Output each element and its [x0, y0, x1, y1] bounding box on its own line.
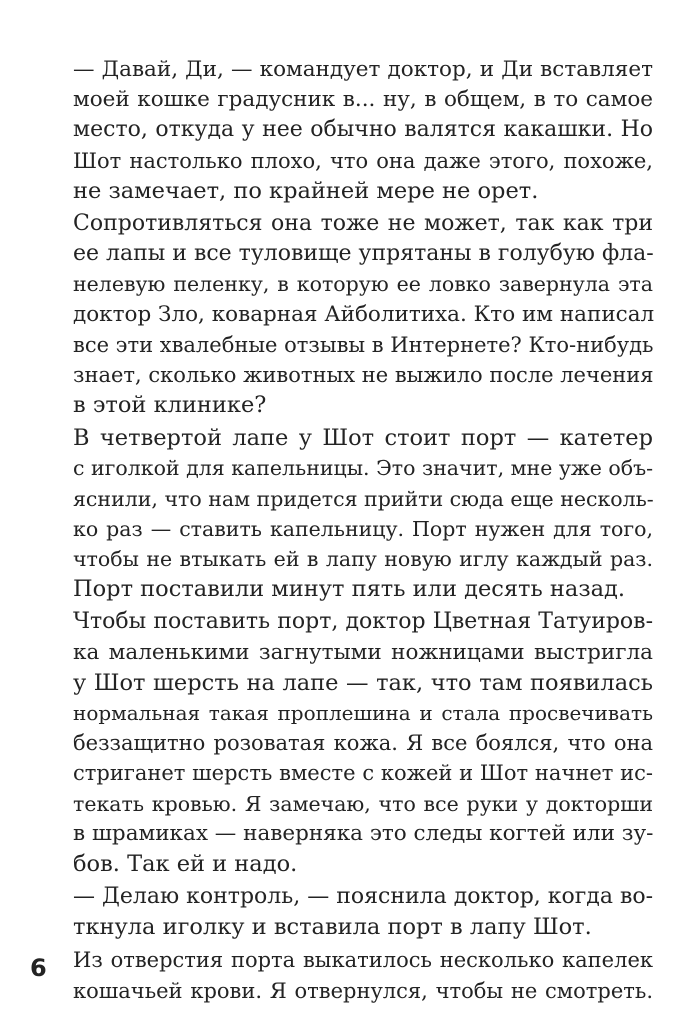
- text-line: ткнула иголку и вставила порт в лапу Шот.: [73, 914, 592, 941]
- text-line: яснили, что нам придется прийти сюда еще несколь-: [73, 486, 654, 511]
- text-line: место, откуда у нее обычно валятся какашки. Но: [73, 117, 653, 143]
- text-line: В четвертой лапе у Шот стоит порт — катетер: [73, 425, 653, 452]
- text-line: кошачьей крови. Я отвернулся, чтобы не смотреть.: [73, 978, 653, 1003]
- text-line: нелевую пеленку, в которую ее ловко завернула эта: [73, 272, 653, 297]
- text-line: ко раз — ставить капельницу. Порт нужен для того,: [73, 516, 653, 541]
- paragraph-1: [45, 55, 653, 206]
- text-line: Из отверстия порта выкатилось несколько капелек: [73, 948, 653, 973]
- text-line: Сопротивляться она тоже не может, так как три: [73, 210, 653, 236]
- text-line: стриганет шерсть вместе с кожей и Шот начнет ис-: [73, 761, 653, 786]
- text-line: текать кровью. Я замечаю, что все руки у докторши: [73, 791, 653, 816]
- text-line: с иголкой для капельницы. Это значит, мне уже объ-: [73, 456, 654, 481]
- paragraph-2: [45, 209, 653, 420]
- page-number: 6: [30, 954, 47, 982]
- text-line: ее лапы и все туловище упрятаны в голубую фла-: [73, 241, 654, 267]
- paragraph-5: [45, 882, 653, 942]
- text-line: в этой клинике?: [73, 392, 267, 419]
- text-line: знает, сколько животных не выжило после лечения: [73, 362, 654, 387]
- text-line: ка маленькими загнутыми ножницами выстригла: [73, 639, 653, 665]
- text-line: Порт поставили минут пять или десять назад.: [73, 576, 626, 603]
- text-line: моей кошке градусник в... ну, в общем, в то самое: [73, 87, 653, 113]
- paragraph-6: [45, 945, 653, 1005]
- paragraph-3: [45, 423, 653, 604]
- text-line: — Делаю контроль, — пояснила доктор, когда во-: [73, 884, 654, 910]
- text-line: нормальная такая проплешина и стала просвечивать: [73, 700, 653, 725]
- text-line: Шот настолько плохо, что она даже этого, похоже,: [73, 148, 653, 173]
- text-line: — Давай, Ди, — командует доктор, и Ди вставляет: [73, 57, 653, 82]
- text-line: Чтобы поставить порт, доктор Цветная Татуиров-: [73, 609, 653, 635]
- text-line: доктор Зло, коварная Айболитиха. Кто им написал: [73, 301, 655, 327]
- body-text: [45, 55, 653, 1009]
- text-line: не замечает, по крайней мере не орет.: [73, 177, 539, 204]
- text-line: все эти хвалебные отзывы в Интернете? Кто-нибудь: [73, 332, 654, 357]
- text-line: у Шот шерсть на лапе — так, что там появилась: [73, 669, 653, 696]
- text-line: в шрамиках — наверняка это следы когтей или зу-: [73, 820, 654, 846]
- text-line: беззащитно розоватая кожа. Я все боялся, что она: [73, 731, 653, 756]
- paragraph-4: [45, 607, 653, 879]
- text-line: бов. Так ей и надо.: [73, 850, 298, 877]
- text-line: чтобы не втыкать ей в лапу новую иглу каждый раз.: [73, 547, 653, 571]
